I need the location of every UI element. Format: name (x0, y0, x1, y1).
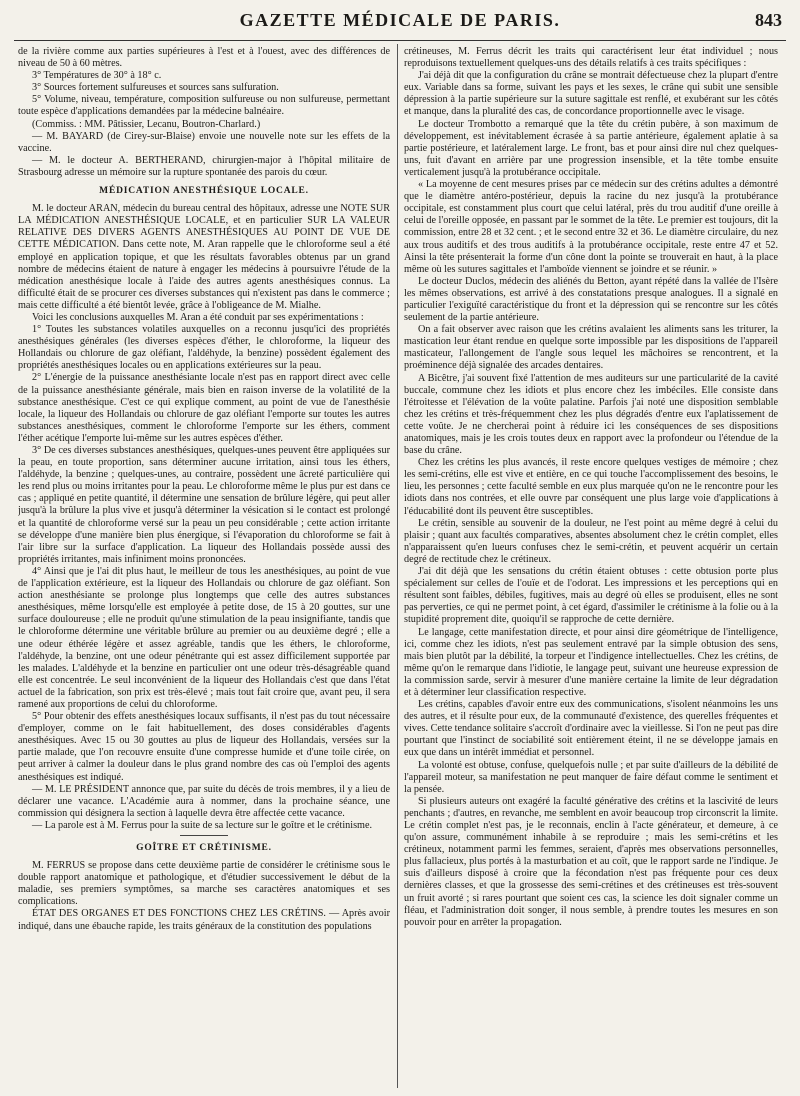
paragraph: La volonté est obtuse, confuse, quelquefois nulle ; et par suite d'ailleurs de la débilité de l'appareil moteur, sa manifestation ne peut manquer de faire défaut comme le sentiment et la pensée. (404, 759, 778, 795)
paragraph: 2° L'énergie de la puissance anesthésiante locale n'est pas en rapport direct avec celle de la puissance anesthésiante générale, mais bien en raison inverse de la volatilité de la substance anesthésique. C'est ce qui explique comment, au point de vue de l'anesthésie locale, la liqueur des Hollandais ou chlorure de gaz oléfiant l'emporte sur toutes les autres substances anesthésiques, comment le chloroforme l'emporte sur les éthers, comment l'éther acétique l'emporte lui-même sur les autres espèces d'éther. (18, 372, 390, 444)
page-header (14, 8, 786, 41)
paragraph: 4° Ainsi que je l'ai dit plus haut, le meilleur de tous les anesthésiques, au point de vue de l'application extérieure, est la liqueur des Hollandais ou chlorure de gaz oléfiant. Son action anesthésiante se prolonge plus longtemps que celle des autres substances anesthésiques, même lorsqu'elle est employée à petite dose, de 15 à 20 gouttes, sur une surface douloureuse ; elle ne produit qu'une stimulation de la peau insignifiante, tandis que le chloroforme détermine une véritable brûlure au premier ou au deuxième degré ; elle a une odeur éthérée légère et assez agréable, tandis que les éthers, le chloroforme, l'aldéhyde, la benzine, ont une odeur pénétrante qui est assez difficilement supportée par les malades. L'aldéhyde et la benzine en particulier ont une odeur très-désagréable quand elle est concentrée. Le seul inconvénient de la liqueur des Hollandais c'est que dans l'état actuel de la fabrication, son prix est très-élevé ; mais tout fait croire que, avant peu, il sera ramené aux proportions de celui du chloroforme. (18, 565, 390, 710)
paragraph: — M. le docteur A. BERTHERAND, chirurgien-major à l'hôpital militaire de Strasbourg adresse un mémoire sur la rupture spontanée des parois du cœur. (18, 154, 390, 178)
page-number: 843 (755, 10, 782, 30)
paragraph: 3° Températures de 30° à 18° c. (32, 70, 162, 82)
paragraph: — M. BAYARD (de Cirey-sur-Blaise) envoie une nouvelle note sur les effets de la vaccine. (18, 130, 390, 154)
paragraph: Le langage, cette manifestation directe, et pour ainsi dire géométrique de l'intelligence, ici, comme chez les idiots, n'est pas seulement entravé par la simple obtusion des sens, mais bien plutôt par la débilité, la torpeur et l'indigence intellectuelles. Chez les crétins, de même qu'on le remarque dans l'idiotie, le langage peut, suivant une heureuse expression de la commission sarde, servir à mesurer d'une manière certaine la limite de leur dégradation et à déterminer leur classification respective. (404, 626, 778, 698)
paragraph: — La parole est à M. Ferrus pour la suite de sa lecture sur le goître et le crétinisme. (32, 819, 373, 831)
column-divider (397, 44, 398, 1088)
paragraph: Si plusieurs auteurs ont exagéré la faculté générative des crétins et la lascivité de leurs penchants ; d'autres, en revanche, me semblent en avoir beaucoup trop circonscrit la limite. Le crétin complet n'est pas, je le reconnais, enclin à l'acte générateur, et demeure, à ce qu'on assure, communément inhabile à se reproduire ; mais les semi-crétins et les crétineux, notamment parmi les femmes, seraient, d'après mes observations personnelles, plus fallacieux, plus portés à la masturbation et au coït, que le rapport sarde ne l'indique. Je suis d'ailleurs disposé à croire que la fécondation n'est pas fréquente pour ces deux dernières classes, et que la grossesse des semi-crétines et des crétineuses est très-souvent un fruit avorté ; si rares pourtant que soient ces cas, la science les doit signaler comme un fléau, et l'administration doit songer, il nous semble, à prendre toutes les mesures en son pouvoir pour en arrêter la propagation. (404, 795, 778, 928)
paragraph: crétineuses, M. Ferrus décrit les traits qui caractérisent leur état individuel ; nous reproduisons textuellement quelques-uns des détails relatifs à ces traits spécifiques : (404, 46, 778, 70)
paragraph: Voici les conclusions auxquelles M. Aran a été conduit par ses expérimentations : (32, 311, 364, 323)
paragraph: de la rivière comme aux parties supérieures à l'est et à l'ouest, avec des différences de niveau de 50 à 60 mètres. (18, 46, 390, 70)
paragraph: J'ai déjà dit que la configuration du crâne se montrait défectueuse chez la plupart d'entre eux. Variable dans sa forme, suivant les pays et les sexes, le crâne qui subit une sensible dépression à la partie supérieure sur la suture sagittale est renflé, et exubérant sur les côtés et manque, dans la pluralité des cas, de concordance proportionnelle avec le visage. (404, 70, 778, 118)
paragraph: 5° Volume, niveau, température, composition sulfureuse ou non sulfureuse, permettant toute espèce d'applications demandées par la médecine balnéaire. (18, 94, 390, 118)
paragraph: M. FERRUS se propose dans cette deuxième partie de considérer le crétinisme sous le double rapport anatomique et pathologique, et d'étudier successivement le début de la maladie, ses premiers symptômes, sa marche ses caractères anatomiques et ses complications. (18, 860, 390, 908)
page-title: GAZETTE MÉDICALE DE PARIS. (239, 10, 561, 30)
right-column (404, 46, 778, 1088)
paragraph: Le crétin, sensible au souvenir de la douleur, ne l'est point au même degré à celui du plaisir ; quant aux facultés comparatives, absentes absolument chez le crétin complet, elles n'apparaissent qu'en lueurs confuses chez le semi-crétin, et peuvent acquérir un certain degré de rectitude chez le crétineux. (404, 517, 778, 565)
paragraph: 3° Sources fortement sulfureuses et sources sans sulfuration. (32, 82, 279, 94)
paragraph: M. le docteur ARAN, médecin du bureau central des hôpitaux, adresse une NOTE SUR LA MÉDICATION ANESTHÉSIQUE LOCALE, et en particulier SUR LA VALEUR RELATIVE DES DIVERS AGENTS ANESTHÉSIQUES AU POINT DE VUE DE CETTE MÉDICATION. Dans cette note, M. Aran rappelle que le chloroforme seul a été employé en application topique, et que les résultats favorables obtenus par un grand nombre de médecins étaient de nature à engager les médecins à poursuivre l'étude de la médication anesthésique locale à l'aide des autres agents anesthésiques connus. La difficulté était de se procurer ces diverses substances qui n'existent pas dans le commerce ; mais cette difficulté a été bientôt levée, grâce à l'obligeance de M. Mialhe. (18, 203, 390, 311)
paragraph: Chez les crétins les plus avancés, il reste encore quelques vestiges de mémoire ; chez les semi-crétins, elle est vive et entière, en ce qui touche l'accomplissement des besoins, le lieu, les personnes ; cette faculté semble en eux plus marquée qu'on ne le rencontre pour les idiots dans nos contrées, et elle ouvre par conséquent une plus large voie d'applications à l'éducabilité dont ils peuvent être susceptibles. (404, 457, 778, 517)
paragraph: Les crétins, capables d'avoir entre eux des communications, s'isolent néanmoins les uns des autres, et il résulte pour eux, de la communauté d'existence, des querelles fréquentes et vives. Cette tendance solitaire s'accroît d'ordinaire avec la vieillesse. Si l'on ne peut pas dire pourtant que l'instinct de sociabilité soit entièrement éteint, il ne se développe jamais en eux que dans un intérêt immédiat et personnel. (404, 699, 778, 759)
paragraph: A Bicêtre, j'ai souvent fixé l'attention de mes auditeurs sur une particularité de la cavité buccale, commune chez les idiots et plus encore chez les imbéciles. Elle consiste dans l'étroitesse et l'élévation de la voûte palatine. Parfois j'ai noté une disposition semblable chez les crétins et très-fréquemment chez les plus dégradés d'entre eux l'aplatissement de cette voûte. Je ne chercherai point à réduire ici les conséquences de ses dispositions anatomiques, mais je les crois toutes deux en rapport avec la profondeur ou l'étendue de la base du crâne. (404, 372, 778, 457)
left-column (18, 46, 390, 1088)
paragraph: 5° Pour obtenir des effets anesthésiques locaux suffisants, il n'est pas du tout nécessaire d'employer, comme on le fait habituellement, des doses considérables d'agents anesthésiques. Avec 15 ou 30 gouttes au plus de liqueur des Hollandais, versées sur la partie malade, que l'on recouvre ensuite d'une compresse humide et d'une toile cirée, on peut arriver à calmer la douleur dans le plus grand nombre des cas où l'emploi des agents anesthésiques est indiqué. (18, 711, 390, 783)
paragraph: On a fait observer avec raison que les crétins avalaient les aliments sans les triturer, la mastication leur étant rendue en quelque sorte impossible par les dispositions de l'appareil masticateur, l'allongement de l'angle sous lequel les mâchoires se rencontrent, et la proéminence déjà signalée des arcades dentaires. (404, 324, 778, 372)
paragraph: ÉTAT DES ORGANES ET DES FONCTIONS CHEZ LES CRÉTINS. — Après avoir indiqué, dans une ébauche rapide, les traits généraux de la constitution des populations (18, 908, 390, 932)
paragraph: Le docteur Trombotto a remarqué que la tête du crétin pubère, à son maximum de développement, est inévitablement écrasée à sa partie antérieure, également aplatie à sa partie postérieure, et latéralement large. Le front, bas et pour ainsi dire nul chez quelques-uns, fuit d'avant en arrière par une progression insensible, et la tête tombe ensuite verticalement jusqu'à la protubérance occipitale. (404, 118, 778, 178)
section-divider (180, 835, 228, 836)
paragraph: J'ai dit déjà que les sensations du crétin étaient obtuses : cette obtusion porte plus spécialement sur celles de l'ouïe et de l'odorat. Les impressions et les perceptions qui en résultent sont faibles, débiles, fugitives, mais au degré où elles se produisent, elles ne sont pas perverties, ce qui ne permet point, à cet égard, d'assimiler le crétinisme à la folie ou à la stupidité proprement dite, quoiqu'il se rapproche de cette dernière. (404, 566, 778, 626)
paragraph: 3° De ces diverses substances anesthésiques, quelques-unes peuvent être appliquées sur la peau, en toute proportion, sans déterminer aucune irritation, ainsi tous les éthers, l'aldéhyde, la benzine ; quelques-unes, au contraire, possèdent une âcreté particulière qui les rend plus ou moins irritantes pour la peau. Le chloroforme même le plus pur est dans ce cas ; appliqué en petite quantité, il détermine une sensation de brûlure légère, qui peut aller jusqu'à la brûlure la plus vive et jusqu'à déterminer la vésication si le contact est prolongé et la quantité de chloroforme versé sur la peau un peu considérable ; cette action irritante se développe d'une manière bien plus énergique, si l'évaporation du chloroforme se fait à l'air libre sur la surface d'application. La liqueur des Hollandais possède aussi des propriétés irritantes, mais infiniment moins prononcées. (18, 445, 390, 565)
paragraph: 1° Toutes les substances volatiles auxquelles on a reconnu jusqu'ici des propriétés anesthésiques générales (les diverses espèces d'éther, le chloroforme, la liqueur des Hollandais ou chlorure de gaz oléfiant, l'aldéhyde, la benzine) possèdent également des propriétés anesthésiques locales ou en applications extérieures sur la peau. (18, 324, 390, 372)
section-heading: MÉDICATION ANESTHÉSIQUE LOCALE. (99, 186, 309, 197)
paragraph: Le docteur Duclos, médecin des aliénés du Betton, ayant répété dans la vallée de l'Isère les mêmes observations, est arrivé à des constatations presque analogues. Il a signalé en particulier l'exiguïté caractéristique du front et la dépression qui se rencontre sur les côtés seulement de la partie antérieure. (404, 275, 778, 324)
paragraph: — M. LE PRÉSIDENT annonce que, par suite du décès de trois membres, il y a lieu de déclarer une vacance. L'Académie aura à nommer, dans la prochaine séance, une commission qui désignera la section à laquelle devra être affectée cette vacance. (18, 783, 390, 819)
paragraph: « La moyenne de cent mesures prises par ce médecin sur des crétins adultes a démontré que le diamètre antéro-postérieur, depuis la racine du nez jusqu'à la protubérance occipitale, est constamment plus court que celui latéral, près du trou auditif d'une oreille à celui de l'oreille opposée, en passant par le sommet de la tête. Le premier est toujours, dit la commission, entre 28 et 32 cent. ; et le second entre 32 et 36. Le diamètre circulaire, du nez aux trous auditifs et des trous auditifs à la protubérance occipitale, reste entre 47 et 52. Ainsi la tête présenterait la forme d'un cône dont la pointe se trouverait en haut, à la place même où les sutures sagittales et l'amboïde viennent se joindre et se réunir. » (404, 179, 778, 275)
section-heading: GOÎTRE ET CRÉTINISME. (136, 843, 272, 853)
paragraph: (Commiss. : MM. Pâtissier, Lecanu, Boutron-Charlard.) (32, 118, 261, 130)
